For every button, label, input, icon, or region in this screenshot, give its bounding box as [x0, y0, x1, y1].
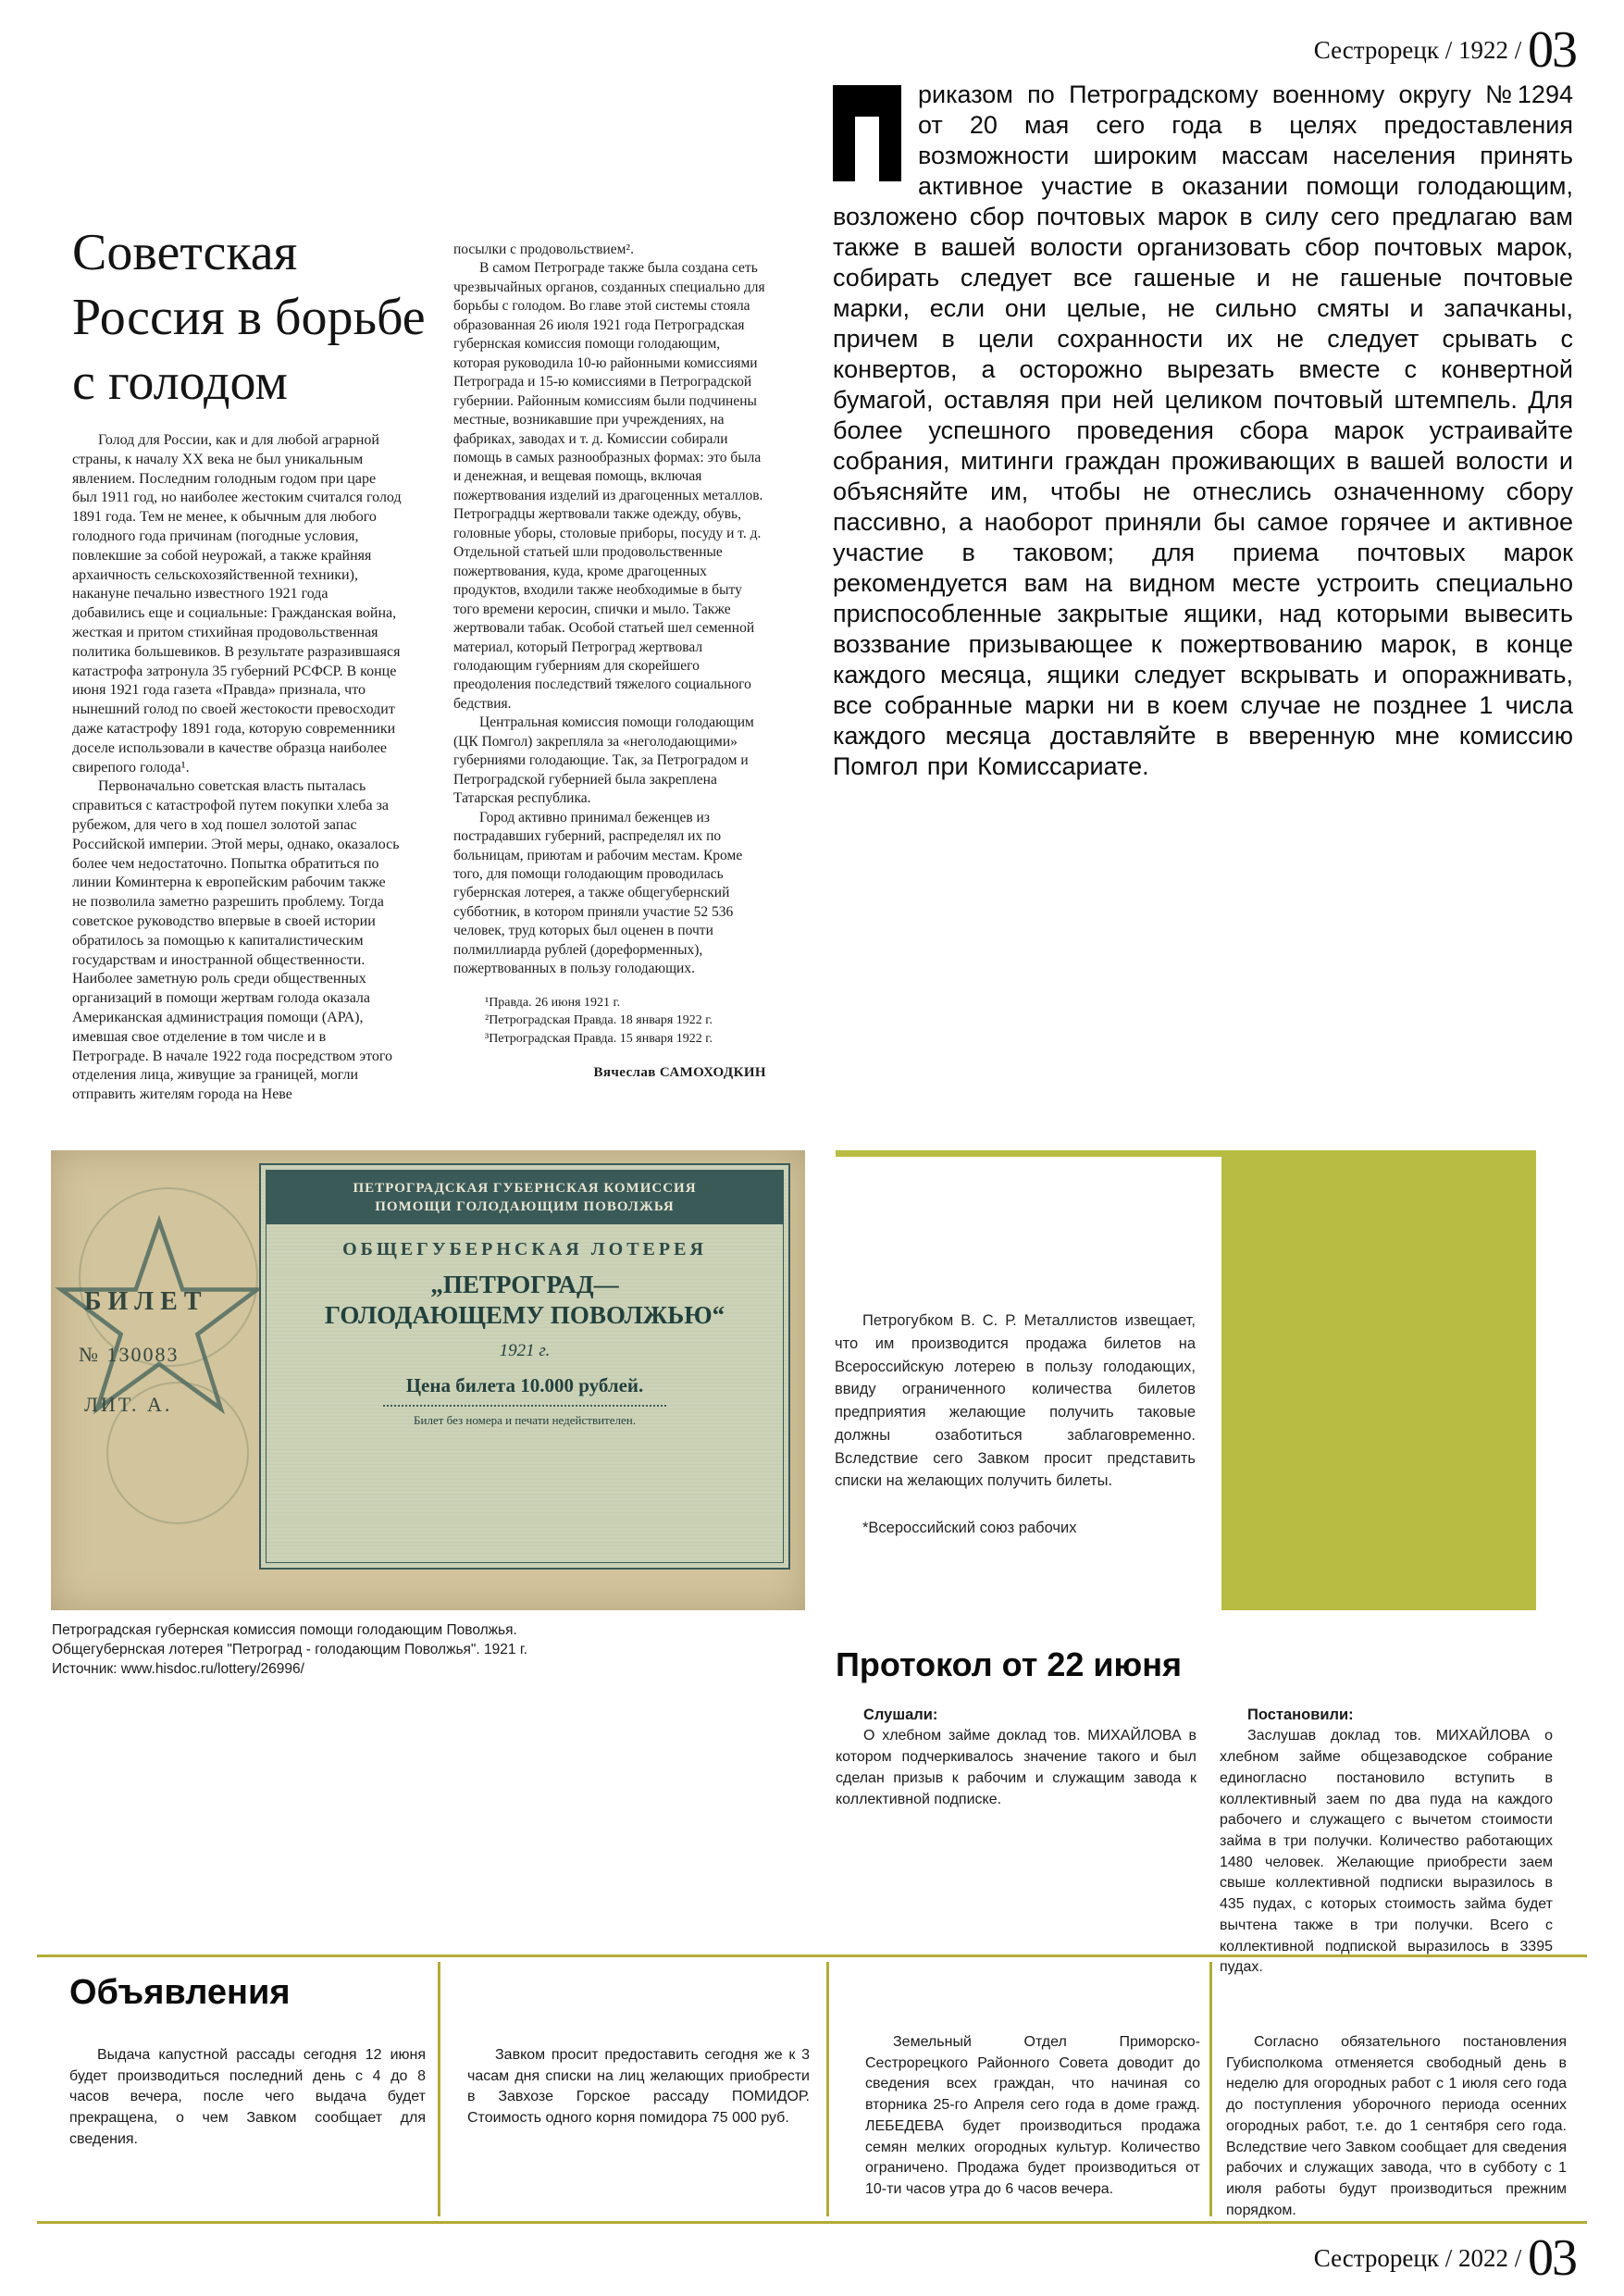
ticket-panel-frame — [266, 1170, 784, 1563]
announcement-item-4 — [1226, 2032, 1567, 2221]
ticket-lottery-type: ОБЩЕГУБЕРНСКАЯ ЛОТЕРЕЯ — [342, 1238, 707, 1260]
ticket-price: Цена билета 10.000 рублей. — [405, 1374, 644, 1396]
article-paragraph: В самом Петрограде также была создана сеть чрезвычайных органов, созданных специально для борьбы с голодом. Во главе этой системы стояла образованная 26 июля 1921 года Петроградская губернская комиссия помощи голодающим, которая руководила 10-ю районными комиссиями Петрограда и 15-ю комиссиями в Петроградской губернии. Районным комиссиям были подчинены местные, возникавшие при учреждениях, на фабриках, заводах и т. д. Комиссии собирали помощь в самых разнообразных формах: это была и денежная, и вещевая помощь, включая пожертвования изделий из драгоценных металлов. Петроградцы жертвовали также одежду, обувь, головные уборы, столовые приборы, посуду и т. д. Отдельной статьей шли продовольственные пожертвования, куда, кроме драгоценных продуктов, входили также необходимые в быту того времени керосин, спички и мыло. Также жертвовали табак. Особой статьей шел семенной материал, который Петроград жертвовал голодающим губерниям для скорейшего преодоления последствий тяжелого социального бедствия. — [453, 260, 765, 712]
announcement-text: Согласно обязательного постановления Губисполкома отменяется свободный день в неделю для огородных работ с 1 июля сего года до поступления уборочного периода осенних огородных работ, т.е. до 1 сентября сего года. Вследствие чего Завком сообщает для сведения рабочих и служащих завода, что в субботу с 1 июля работы будут производиться прежним порядком. — [1226, 2034, 1567, 2218]
section-divider-line — [37, 1955, 1587, 1957]
column-divider — [826, 1962, 829, 2216]
protocol-heard-heading: Слушали: — [863, 1706, 938, 1723]
headline-line: Россия в борьбе — [72, 289, 426, 346]
header-separator: / — [1444, 36, 1458, 64]
footnote: ¹Правда. 26 июня 1921 г. — [485, 995, 621, 1010]
order-article — [833, 80, 1573, 782]
footer-separator: / — [1444, 2244, 1458, 2272]
ticket-label: БИЛЕТ — [84, 1287, 208, 1316]
ticket-title-line1: „ПЕТРОГРАД— — [430, 1270, 619, 1298]
footer-issue-number: 03 — [1528, 2229, 1576, 2287]
column-divider — [1209, 1962, 1212, 2216]
ticket-title — [267, 1270, 783, 1333]
protocol-title: Протокол от 22 июня — [836, 1645, 1183, 1683]
ticket-commission-banner — [267, 1171, 783, 1224]
article-column-2 — [453, 241, 766, 1083]
article-column-1 — [72, 431, 402, 1105]
header-issue-number: 03 — [1528, 21, 1576, 79]
article-paragraph: Город активно принимал беженцев из пострадавших губерний, распределял их по больницам, приютам и рабочим местам. Кроме того, для помощи голодающим проводилась губернская лотерея, а также общегубернский субботник, в котором приняли участие 52 536 человек, труд которых был оценен в почти полмиллиарда рублей (дореформенных), пожертвованных в пользу голодающих. — [453, 809, 743, 977]
protocol-resolved-text: Заслушав доклад тов. МИХАЙЛОВА о хлебном займе общезаводское собрание единогласно постановило вступить в коллективный заем по два пуда на каждого рабочего и служащего с вычетом стоимости займа в три получки. Количество работающих 1480 человек. Желающие приобрести заем свыше коллективной подписки выразилось в 435 пудах, с которых стоимость займа будет вычтена также в три получки. Всего с коллективной подпиской выразилось в 3395 пудах. — [1220, 1728, 1553, 1976]
ticket-commission-line1: ПЕТРОГРАДСКАЯ ГУБЕРНСКАЯ КОМИССИЯ — [353, 1181, 697, 1196]
footnote: ²Петроградская Правда. 18 января 1922 г. — [485, 1013, 713, 1028]
announcement-item-2 — [467, 2045, 810, 2129]
photo-caption — [52, 1621, 552, 1680]
ticket-left-section — [51, 1150, 259, 1610]
footer-divider-line — [37, 2221, 1587, 2224]
announcement-item-3 — [865, 2032, 1200, 2201]
headline-line: Советская — [72, 224, 298, 281]
announcement-text: Выдача капустной рассады сегодня 12 июня будет производиться последний день с 4 до 8 часов вечера, после чего выдача будет прекращена, о чем Завком сообщает для сведения. — [69, 2047, 426, 2147]
article-headline — [72, 220, 426, 415]
dropcap-letter-p — [833, 85, 901, 181]
notice-box — [835, 1309, 1196, 1540]
protocol-resolved-heading: Постановили: — [1247, 1706, 1354, 1723]
author-byline: Вячеслав САМОХОДКИН — [593, 1065, 766, 1081]
ticket-commission-line2: ПОМОЩИ ГОЛОДАЮЩИМ ПОВОЛЖЬЯ — [375, 1199, 675, 1215]
ticket-validity-note: Билет без номера и печати недействителен. — [414, 1413, 636, 1427]
ticket-divider — [383, 1405, 667, 1407]
header-year: 1922 — [1457, 36, 1508, 64]
order-article-text: риказом по Петроградскому военному округу №1294 от 20 мая сего года в целях предоставления возможности широким массам населения принять активное участие в оказании помощи голодающим, возложено сбор почтовых марок в силу сего предлагаю вам также в вашей волости организовать сбор почтовых марок, собирать следует все гашеные и не гашеные почтовые марки, если они целые, не сильно смяты и запачканы, причем в цели сохранности их не следует срывать с конвертов, а осторожно вырезать вместе с конвертной бумагой, оставляя при ней целиком почтовый штемпель. Для более успешного проведения сбора марок устраивайте собрания, митинги граждан проживающих в вашей волости и объясняйте им, чтобы не отнеслись означенному сбору пассивно, а наоборот приняли бы самое горячее и активное участие в таковом; для приема почтовых марок рекомендуется вам на видном месте устроить специально приспособленные закрытые ящики, над которыми вывесить воззвание призывающее к пожертвованию марок, в конце каждого месяца, ящики следует вскрывать и опоражнивать, все собранные марки ни в коем случае не позднее 1 числа каждого месяца доставляйте в вверенную мне комиссию Помгол при Комиссариате. — [833, 81, 1573, 780]
protocol-column-resolved — [1220, 1705, 1553, 1979]
header-city: Сестрорецк — [1313, 36, 1439, 64]
footnote-list — [453, 994, 766, 1049]
footnote: ³Петроградская Правда. 15 января 1922 г. — [485, 1031, 713, 1046]
header-separator2: / — [1507, 36, 1528, 64]
announcement-text: Завком просит предоставить сегодня же к 3 часам дня списки на лиц желающих приобрести в Завхозе Горское рассаду ПОМИДОР. Стоимость одного корня помидора 75 000 руб. — [467, 2047, 810, 2127]
footer-separator2: / — [1507, 2244, 1528, 2272]
ticket-number: № 130083 — [79, 1343, 180, 1366]
article-paragraph: Голод для России, как и для любой аграрной страны, к началу XX века не был уникальным явлением. Последним голодным годом при царе был 1911 год, но наиболее жестоким считался голод 1891 года. Тем не менее, к обычным для любого голодного года причинам (погодные условия, повлекшие за собой неурожай, а также крайняя архаичность сельскохозяйственной техники), накануне печально известного 1921 года добавились еще и социальные: Гражданская война, жесткая и притом стихийная продовольственная политика большевиков. В результате разразившаяся катастрофа затронула 35 губерний РСФСР. В конце июня 1921 года газета «Правда» признала, что нынешний голод по своей жестокости превосходит даже катастрофу 1891 года, которую современники доселе использовали в качестве образца наиболее свирепого голода¹. — [72, 432, 402, 776]
ticket-series: ЛИТ. А. — [84, 1393, 173, 1416]
column-divider — [438, 1962, 440, 2216]
announcement-item-1 — [69, 2045, 426, 2151]
article-paragraph: Центральная комиссия помощи голодающим (ЦК Помгол) закрепляла за «неголодающими» губерниями голодающие. Так, за Петроградом и Петроградской губернией была закреплена Татарская республика. — [453, 714, 754, 807]
footer-city: Сестрорецк — [1313, 2244, 1439, 2272]
protocol-heard-text: О хлебном займе доклад тов. МИХАЙЛОВА в котором подчеркивалось значение такого и был сделан призыв к рабочим и служащим завода к коллективной подписке. — [836, 1728, 1196, 1807]
ticket-main-panel — [259, 1163, 790, 1570]
footer-year: 2022 — [1457, 2244, 1508, 2272]
article-paragraph: посылки с продовольствием². — [453, 242, 634, 257]
page-footer — [1313, 2229, 1576, 2287]
lottery-ticket-image — [51, 1150, 805, 1610]
caption-line: Петроградская губернская комиссия помощи голодающим Поволжья. — [52, 1622, 517, 1638]
ticket-year: 1921 г. — [499, 1341, 551, 1360]
caption-line: Общегубернская лотерея "Петроград - голодающим Поволжья". 1921 г. — [52, 1641, 527, 1657]
article-paragraph: Первоначально советская власть пыталась справиться с катастрофой путем покупки хлеба за рубежом, для чего в ход пошел золотой запас Российской империи. Этой меры, однако, оказалось более чем недостаточно. Попытка обратиться по линии Коминтерна к европейским рабочим также не позволила заметно разрешить проблему. Тогда советское руководство впервые в своей истории обратилось за помощью к капиталистическим государствам и иностранной общественности. Наиболее заметную роль среди общественных организаций в помощи жертвам голода оказала Американская администрация помощи (АРА), имевшая свое отделение в том числе и в Петрограде. В начале 1922 года посредством этого отделения лица, живущие за границей, могли отправить жителям города на Неве — [72, 778, 400, 1103]
ticket-title-line2: ГОЛОДАЮЩЕМУ ПОВОЛЖЬЮ“ — [324, 1301, 725, 1330]
announcement-text: Земельный Отдел Приморско-Сестрорецкого Районного Совета доводит до сведения всех граждан, что начиная со вторника 25-го Апреля сего года в доме гражд. ЛЕБЕДЕВА будет производиться продажа семян мелких огородных культур. Количество ограничено. Продажа будет производиться от 10-ти часов утра до 6 часов вечера. — [865, 2034, 1200, 2198]
protocol-column-heard — [836, 1705, 1196, 1810]
notice-footnote: *Всероссийский союз рабочих — [862, 1520, 1077, 1536]
olive-accent-block — [1221, 1150, 1536, 1610]
notice-text: Петрогубком В. С. Р. Металлистов извещает, что им производится продажа билетов на Всероссийскую лотерею в пользу голодающих, ввиду ограниченного количества билетов предприятия желающие получить таковые должны озаботиться заблаговременно. Вследствие сего Завком просит представить списки на желающих получить билеты. — [835, 1312, 1196, 1490]
headline-line: с голодом — [72, 354, 288, 411]
page-header — [1313, 21, 1576, 79]
caption-source: Источник: www.hisdoc.ru/lottery/26996/ — [52, 1660, 304, 1677]
announcements-title: Объявления — [69, 1973, 291, 2012]
